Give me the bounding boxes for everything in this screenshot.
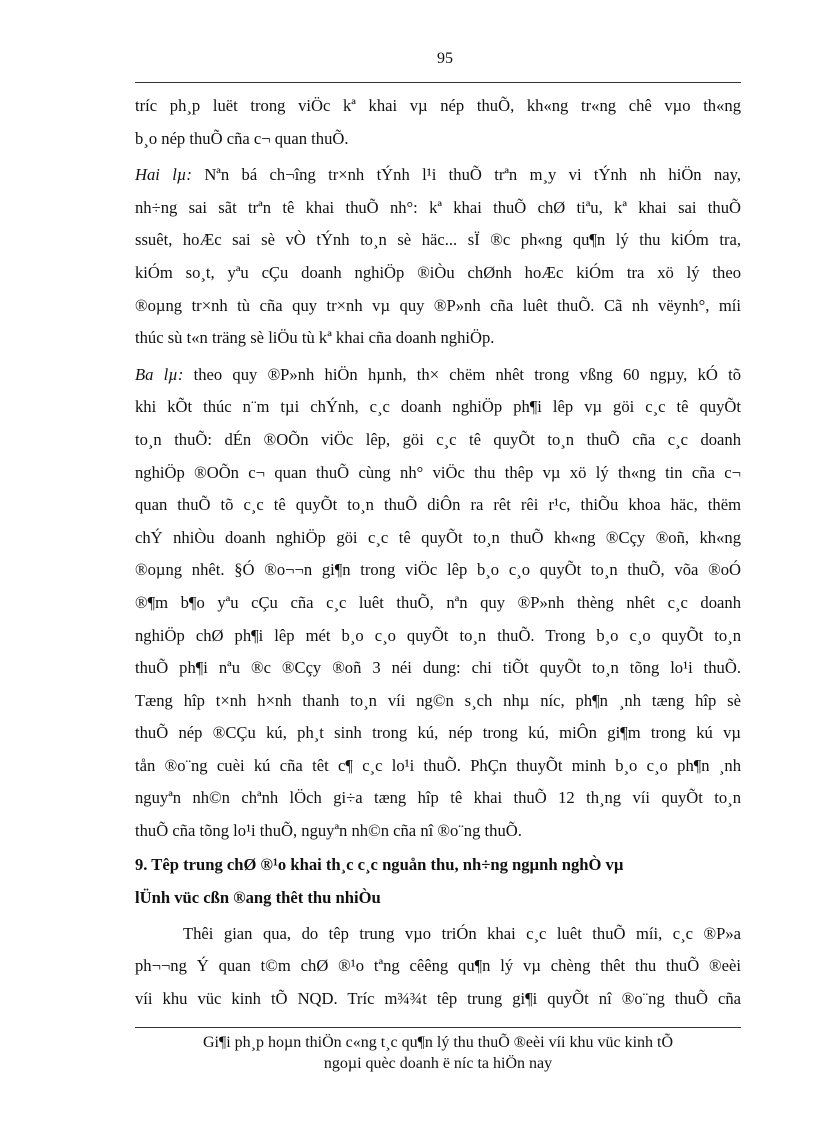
text-line: nguyªn nh©n chªnh lÖch gi÷a tæng hîp tê khai thuÕ 12 th¸ng víi quyÕt to¸n bbox=[135, 788, 741, 808]
text-line bbox=[135, 159, 741, 192]
paragraph-4 bbox=[135, 918, 741, 1016]
text-line: víi khu vüc kinh tÕ NQD. Tríc m¾¾t têp trung gi¶i quyÕt nî ®o¨ng thuÕ cña bbox=[135, 988, 741, 1008]
text-line: to¸n thuÕ: dÉn ®OÕn viÖc lêp, göi c¸c tê quyÕt to¸n thuÕ cña c¸c doanh bbox=[135, 429, 741, 449]
text-run: Nªn bá ch¬îng tr×nh tÝnh l¹i thuÕ trªn m¸y vi tÝnh nh hiÖn nay, bbox=[204, 165, 741, 185]
page-number: 95 bbox=[437, 50, 453, 67]
text-line: Tæng hîp t×nh h×nh thanh to¸n víi ng©n s¸ch nhµ níc, ph¶n ¸nh tæng hîp sè bbox=[135, 690, 741, 710]
text-line: tån ®o¨ng cuèi kú cña têt c¶ c¸c lo¹i thuÕ. PhÇn thuyÕt minh b¸o c¸o ph¶n ¸nh bbox=[135, 755, 741, 775]
text-line: ssuêt, hoÆc sai sè vÒ tÝnh to¸n sè häc... sÏ ®c ph«ng qu¶n lý thu kiÓm tra, bbox=[135, 230, 741, 250]
heading-line: 9. Têp trung chØ ®¹o khai th¸c c¸c nguån thu, nh÷ng ngµnh nghÒ vµ bbox=[135, 854, 624, 874]
paragraph-lead: Hai lµ: bbox=[135, 165, 192, 185]
text-line: tríc ph¸p luët trong viÖc kª khai vµ nép thuÕ, kh«ng tr«ng chê vµo th«ng bbox=[135, 96, 741, 115]
text-line: chÝ nhiÒu doanh nghiÖp göi c¸c tê quyÕt to¸n thuÕ kh«ng ®Cçy ®oñ, kh«ng bbox=[135, 527, 741, 547]
text-line: thuÕ nép ®CÇu kú, ph¸t sinh trong kú, nép trong kú, miÔn gi¶m trong kú vµ bbox=[135, 723, 741, 743]
footer-line: ngoµi quèc doanh ë níc ta hiÖn nay bbox=[323, 1055, 553, 1072]
text-line bbox=[135, 359, 741, 392]
paragraph-lead: Ba lµ: bbox=[135, 364, 184, 384]
text-line: nghiÖp ®OÕn c¬ quan thuÕ cùng nh° viÖc thu thêp vµ xö lý th«ng tin cña c¬ bbox=[135, 462, 741, 482]
text-line: ®oµng nhêt. §Ó ®o¬¬n gi¶n trong viÖc lêp b¸o c¸o quyÕt to¸n thuÕ, võa ®oÓ bbox=[135, 560, 741, 580]
text-line: thuÕ ph¶i nªu ®c ®Cçy ®oñ 3 néi dung: chi tiÕt quyÕt to¸n tõng lo¹i thuÕ. bbox=[135, 658, 741, 678]
text-line: nghiÖp chØ ph¶i lêp mét b¸o c¸o quyÕt to¸n thuÕ. Trong b¸o c¸o quyÕt to¸n bbox=[135, 625, 741, 645]
paragraph-3 bbox=[135, 359, 741, 848]
text-line: thuÕ cña tõng lo¹i thuÕ, nguyªn nh©n cña nî ®o¨ng thuÕ. bbox=[135, 821, 522, 841]
footer-rule bbox=[135, 1027, 741, 1028]
text-line: kiÓm so¸t, yªu cÇu doanh nghiÖp ®iÒu chØnh hoÆc kiÓm tra xö lý theo bbox=[135, 262, 741, 282]
paragraph-2 bbox=[135, 159, 741, 355]
text-line: ph¬¬ng Ý quan t©m chØ ®¹o tªng cêêng qu¶n lý vµ chèng thêt thu thuÕ ®eèi bbox=[135, 956, 741, 976]
paragraph-1 bbox=[135, 90, 741, 155]
text-line: quan thuÕ tõ c¸c tê quyÕt to¸n thuÕ diÔn ra rêt rêi r¹c, thiÕu khoa häc, thëm bbox=[135, 495, 741, 515]
text-line: Thêi gian qua, do têp trung vµo triÓn khai c¸c luêt thuÕ míi, c¸c ®P»a bbox=[183, 923, 741, 943]
body-text bbox=[135, 90, 741, 1015]
section-heading bbox=[135, 848, 741, 914]
text-line: ®¶m b¶o yªu cÇu cña c¸c luêt thuÕ, nªn quy ®P»nh thèng nhêt c¸c doanh bbox=[135, 592, 741, 612]
text-line: thúc sù t«n träng sè liÖu tù kª khai cña doanh nghiÖp. bbox=[135, 328, 495, 348]
text-line: khi kÕt thúc n¨m tµi chÝnh, c¸c doanh nghiÖp ph¶i lêp vµ göi c¸c tê quyÕt bbox=[135, 397, 741, 417]
header-rule bbox=[135, 82, 741, 83]
text-line: b¸o nép thuÕ cña c¬ quan thuÕ. bbox=[135, 128, 349, 148]
text-run: theo quy ®P»nh hiÖn hµnh, th× chëm nhêt trong vßng 60 ngµy, kÓ tõ bbox=[193, 364, 741, 384]
text-line: nh÷ng sai sãt trªn tê khai thuÕ nh°: kª khai thuÕ chØ tiªu, kª khai sai thuÕ bbox=[135, 197, 741, 217]
heading-line: lÜnh vüc cßn ®ang thêt thu nhiÒu bbox=[135, 887, 381, 907]
footer-line: Gi¶i ph¸p hoµn thiÖn c«ng t¸c qu¶n lý thu thuÕ ®eèi víi khu vüc kinh tÕ bbox=[202, 1034, 674, 1051]
footer bbox=[135, 1032, 741, 1074]
text-line: ®oµng tr×nh tù cña quy tr×nh vµ quy ®P»nh cña luêt thuÕ. Cã nh vëynh°, míi bbox=[135, 295, 741, 315]
